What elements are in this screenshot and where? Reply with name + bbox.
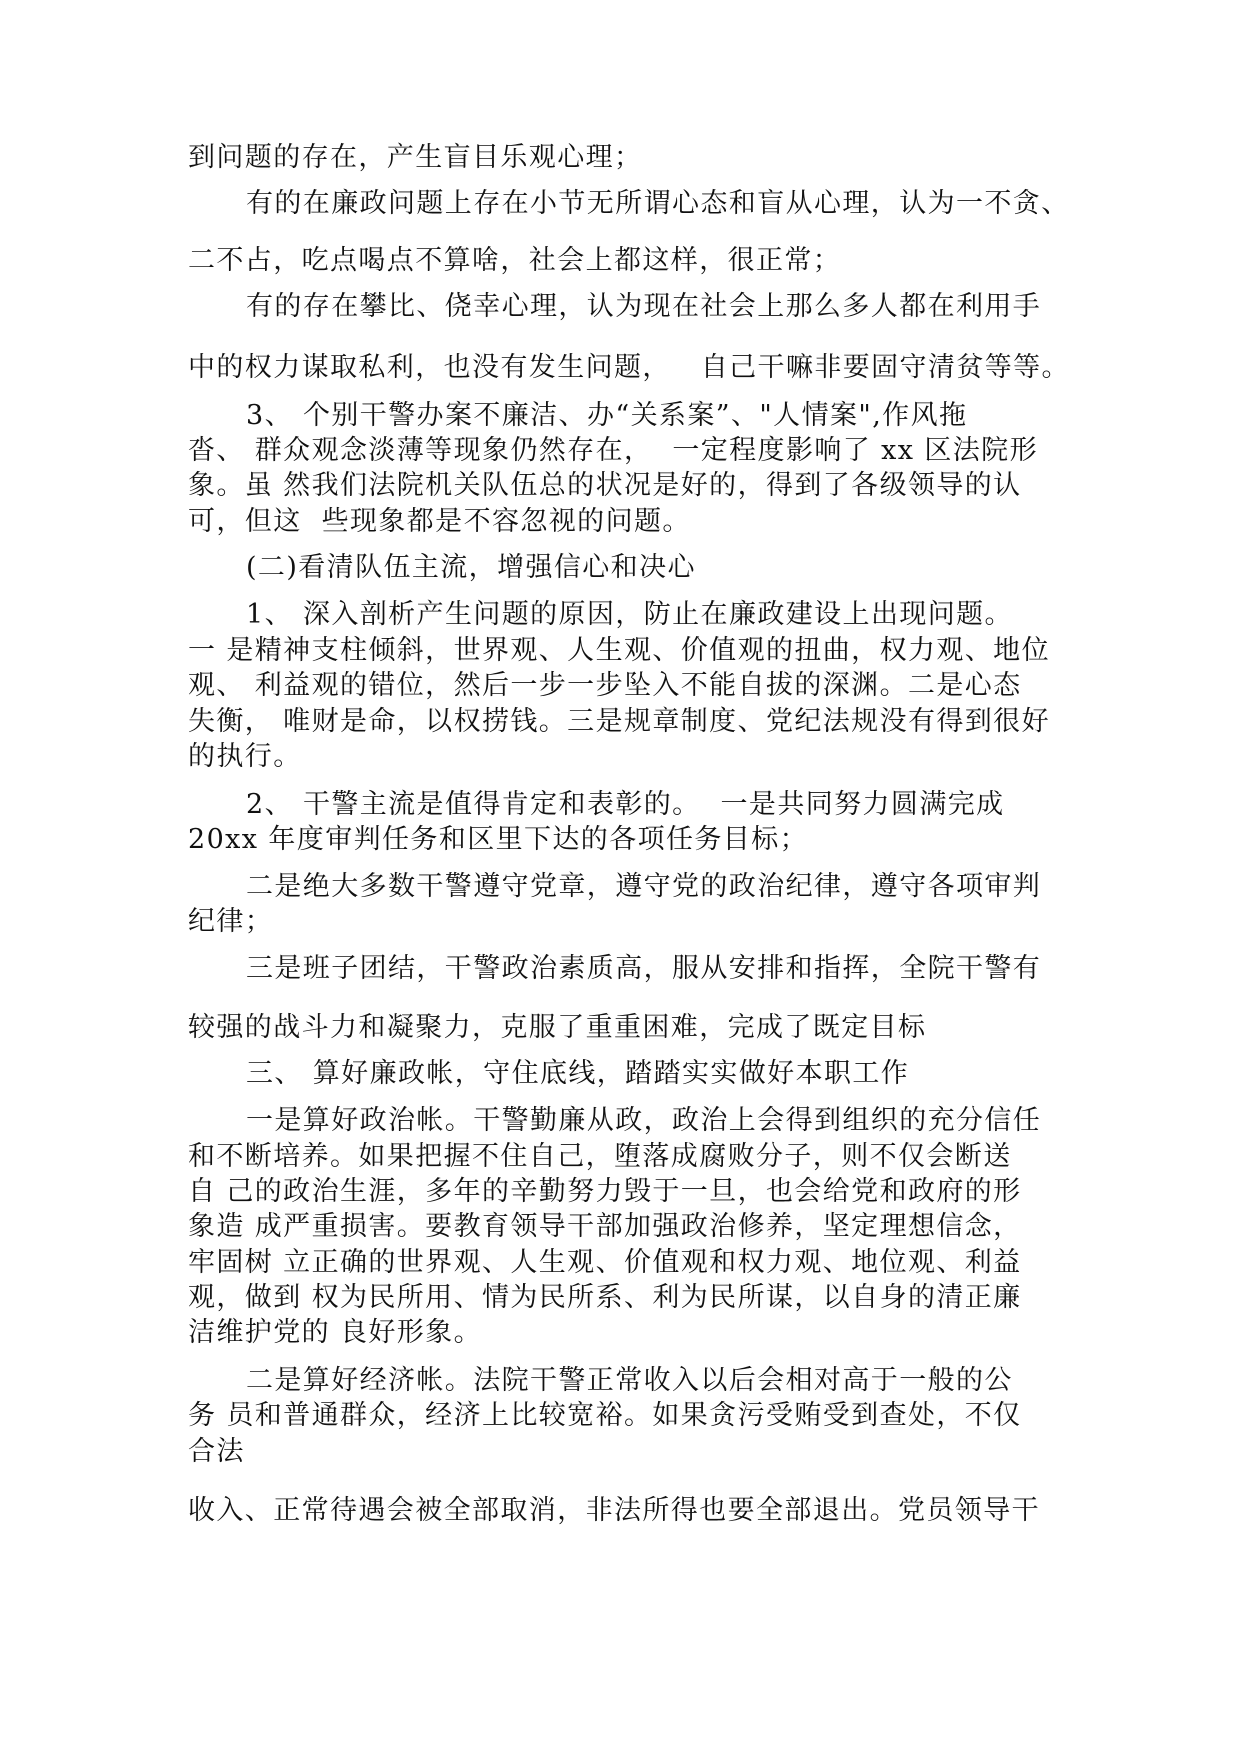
text-line: 收入、正常待遇会被全部取消，非法所得也要全部退出。党员领导干 [188,1495,1040,1526]
text-line: 二不占，吃点喝点不算啥，社会上都这样，很正常； [188,245,842,276]
text-line: 20xx 年度审判任务和区里下达的各项任务目标； [188,824,808,855]
section-heading: (二)看清队伍主流，增强信心和决心 [246,552,696,583]
text-line: 三是班子团结，干警政治素质高，服从安排和指挥，全院干警有 [246,953,1042,984]
text-line: 二是绝大多数干警遵守党章，遵守党的政治纪律，遵守各项审判 [246,871,1042,902]
text-line: 2、 干警主流是值得肯定和表彰的。 一是共同努力圆满完成 [246,789,1005,820]
text-line: 二是算好经济帐。法院干警正常收入以后会相对高于一般的公 [246,1365,1013,1396]
text-line: 牢固树 立正确的世界观、人生观、价值观和权力观、地位观、利益 [188,1247,1022,1278]
text-line: 观、 利益观的错位，然后一步一步坠入不能自拔的深渊。二是心态 [188,670,1022,701]
text-line: 务 员和普通群众，经济上比较宽裕。如果贪污受贿受到查处，不仅 [188,1400,1022,1431]
text-line: 的执行。 [188,741,302,772]
text-line: 洁维护党的 良好形象。 [188,1317,482,1348]
text-line: 较强的战斗力和凝聚力，克服了重重困难，完成了既定目标 [188,1012,927,1043]
text-line: 1、 深入剖析产生问题的原因，防止在廉政建设上出现问题。 [246,599,1013,630]
text-line: 可，但这 些现象都是不容忽视的问题。 [188,506,691,537]
text-line: 自 己的政治生涯，多年的辛勤努力毁于一旦，也会给党和政府的形 [188,1176,1022,1207]
text-line: 观，做到 权为民所用、情为民所系、利为民所谋，以自身的清正廉 [188,1282,1022,1313]
text-line: 一是算好政治帐。干警勤廉从政，政治上会得到组织的充分信任 [246,1105,1042,1136]
text-line: 一 是精神支柱倾斜，世界观、人生观、价值观的扭曲，权力观、地位 [188,635,1050,666]
section-heading: 三、 算好廉政帐，守住底线，踏踏实实做好本职工作 [246,1058,910,1089]
text-line: 象造 成严重损害。要教育领导干部加强政治修养，坚定理想信念， [188,1211,1022,1242]
text-line: 到问题的存在，产生盲目乐观心理； [188,142,643,173]
text-line: 象。虽 然我们法院机关队伍总的状况是好的，得到了各级领导的认 [188,470,1022,501]
text-line: 3、 个别干警办案不廉洁、办“关系案”、"人情案",作风拖 [246,400,968,431]
text-line: 有的存在攀比、侥幸心理，认为现在社会上那么多人都在利用手 [246,291,1042,322]
text-line: 纪律； [188,906,274,937]
text-line: 合法 [188,1436,245,1467]
text-line: 中的权力谋取私利，也没有发生问题， 自己干嘛非要固守清贫等等。 [188,352,1070,383]
text-line: 沓、 群众观念淡薄等现象仍然存在， 一定程度影响了 xx 区法院形 [188,435,1038,466]
text-line: 有的在廉政问题上存在小节无所谓心态和盲从心理，认为一不贪、 [246,188,1070,219]
text-line: 失衡， 唯财是命，以权捞钱。三是规章制度、党纪法规没有得到很好 [188,706,1050,737]
text-line: 和不断培养。如果把握不住自己，堕落成腐败分子，则不仅会断送 [188,1141,1012,1172]
